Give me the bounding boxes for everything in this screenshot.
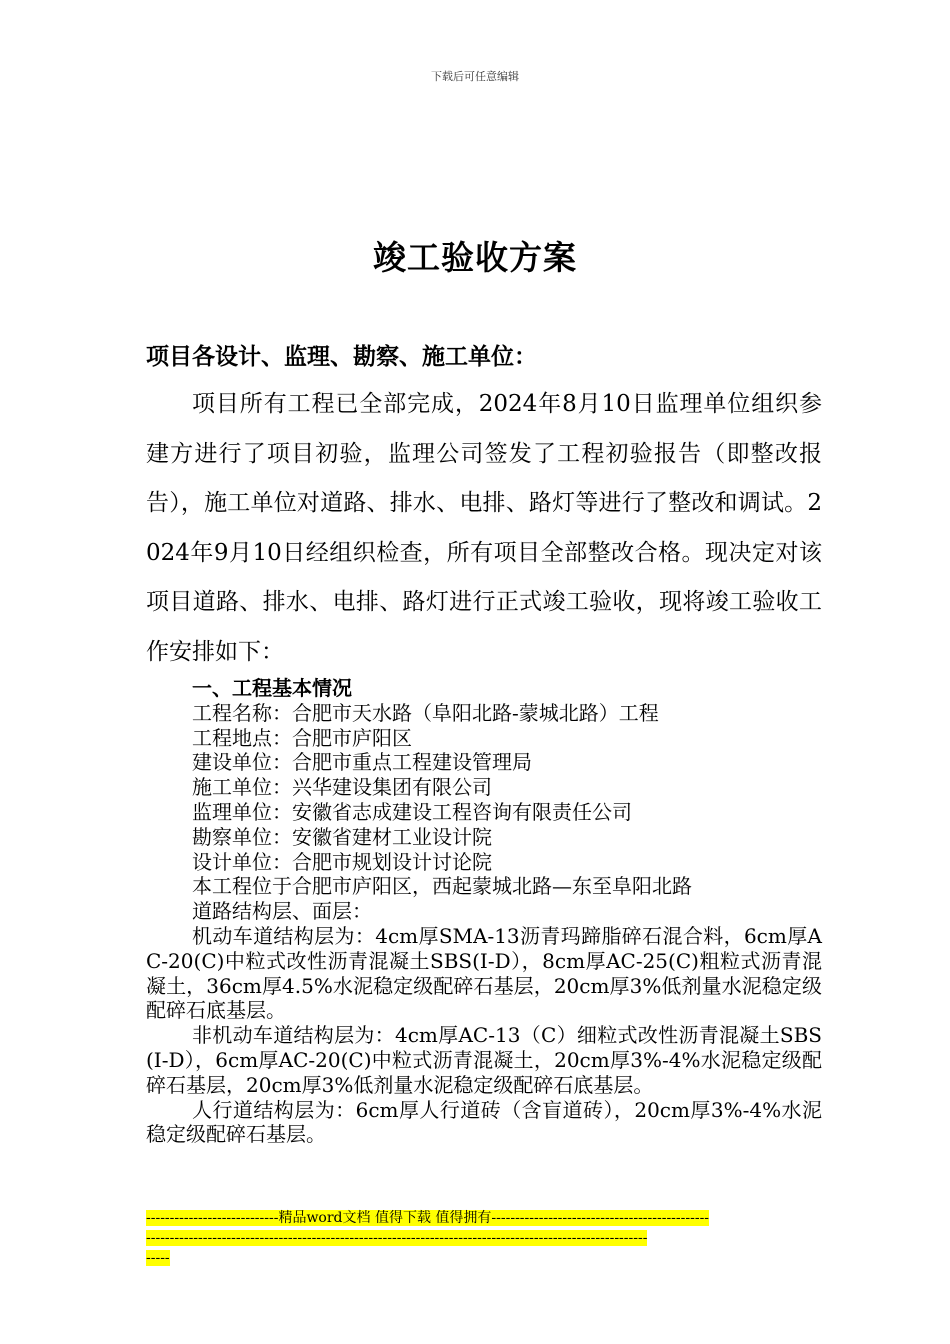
builder-unit: 建设单位：合肥市重点工程建设管理局 [192, 750, 532, 775]
footer-line-2: ---------------------------------------------------------------------------------------------------------- [146, 1230, 648, 1246]
structure-heading: 道路结构层、面层： [192, 899, 372, 924]
salutation: 项目各设计、监理、勘察、施工单位： [146, 343, 537, 370]
contractor-unit: 施工单位：兴华建设集团有限公司 [192, 775, 492, 800]
footer-line-3: ----- [146, 1250, 170, 1266]
non-motor-lane-structure: 非机动车道结构层为：4cm厚AC-13（C）细粒式改性沥青混凝土SBS(I-D），6cm厚AC-20(C)中粒式沥青混凝土，20cm厚3%-4%水泥稳定级配碎石基层，20cm厚3%低剂量水泥稳定级配碎石底基层。 [146, 1023, 822, 1097]
designer-unit: 设计单位：合肥市规划设计讨论院 [192, 849, 492, 874]
document-title: 竣工验收方案 [373, 238, 577, 277]
surveyor-unit: 勘察单位：安徽省建材工业设计院 [192, 824, 492, 849]
footer-banner [146, 1208, 818, 1268]
page-header: 下载后可任意编辑 [431, 70, 519, 83]
project-location: 工程地点：合肥市庐阳区 [192, 725, 412, 750]
sidewalk-structure: 人行道结构层为：6cm厚人行道砖（含盲道砖），20cm厚3%-4%水泥稳定级配碎石基层。 [146, 1097, 822, 1147]
motor-lane-structure: 机动车道结构层为：4cm厚SMA-13沥青玛蹄脂碎石混合料，6cm厚AC-20(C)中粒式改性沥青混凝土SBS(I-D），8cm厚AC-25(C)粗粒式沥青混凝土，36cm厚4.5%水泥稳定级配碎石基层，20cm厚3%低剂量水泥稳定级配碎石底基层。 [146, 923, 822, 1023]
section-heading: 一、工程基本情况 [192, 676, 352, 700]
footer-slogan: 精品word文档 值得下载 值得拥有 [278, 1210, 492, 1226]
project-extent: 本工程位于合肥市庐阳区，西起蒙城北路—东至阜阳北路 [192, 874, 692, 899]
section-basic-info [146, 676, 822, 1147]
intro-paragraph: 项目所有工程已全部完成，2024年8月10日监理单位组织参建方进行了项目初验，监理公司签发了工程初验报告（即整改报告），施工单位对道路、排水、电排、路灯等进行了整改和调试。2024年9月10日经组织检查，所有项目全部整改合格。现决定对该项目道路、排水、电排、路灯进行正式竣工验收，现将竣工验收工作安排如下： [146, 391, 822, 665]
supervisor-unit: 监理单位：安徽省志成建设工程咨询有限责任公司 [192, 799, 632, 824]
footer-line-1: ----------------------------精品word文档 值得下载 值得拥有---------------------------------------------- [146, 1210, 710, 1226]
project-name: 工程名称：合肥市天水路（阜阳北路-蒙城北路）工程 [192, 700, 659, 725]
